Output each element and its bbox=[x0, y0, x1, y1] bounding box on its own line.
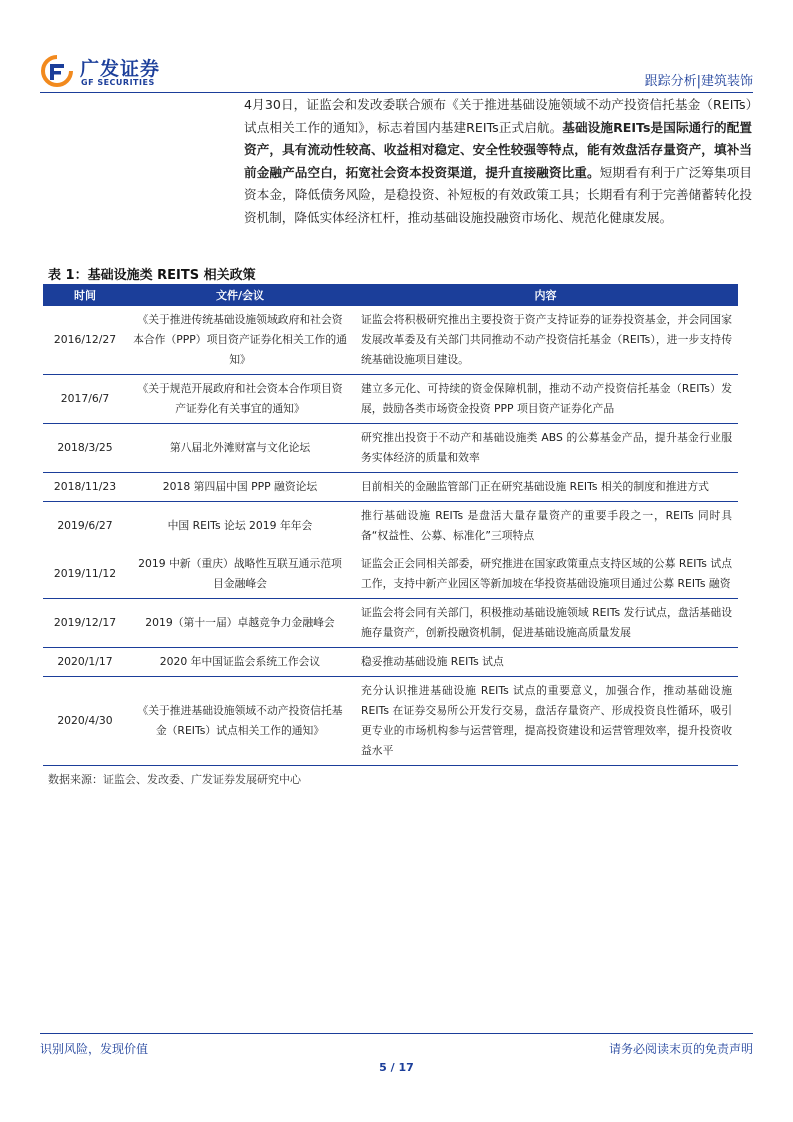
table-row bbox=[43, 424, 738, 473]
row-document: 2020 年中国证监会系统工作会议 bbox=[159, 655, 321, 668]
row-document: 《关于规范开展政府和社会资本合作项目资产证券化有关事宜的通知》 bbox=[137, 382, 343, 415]
row-time: 2020/1/17 bbox=[57, 655, 113, 668]
table-title: 表 1：基础设施类 REITS 相关政策 bbox=[48, 268, 256, 283]
header-document: 文件/会议 bbox=[127, 284, 353, 306]
row-time: 2020/4/30 bbox=[57, 714, 113, 727]
intro-sentence-2: 基础设施REITs是国际通行的配置资产，具有流动性较高、收益相对稳定、安全性较强等特点，能有效盘活存量资产，填补当前金融产品空白，拓宽社会资本投资渠道，提升直接融资比重。 bbox=[244, 119, 752, 180]
row-time: 2019/12/17 bbox=[53, 616, 117, 629]
table-row bbox=[43, 599, 738, 648]
footer-disclaimer-link[interactable]: 请务必阅读末页的免责声明 bbox=[608, 1042, 753, 1056]
table-header-row bbox=[43, 284, 738, 306]
row-time: 2017/6/7 bbox=[60, 392, 110, 405]
row-document: 中国 REITs 论坛 2019 年年会 bbox=[167, 519, 313, 532]
page-number: 5 / 17 bbox=[379, 1061, 414, 1074]
row-content: 稳妥推动基础设施 REITs 试点 bbox=[361, 655, 504, 668]
row-time: 2019/6/27 bbox=[57, 519, 113, 532]
policy-table bbox=[43, 284, 738, 766]
row-document: 2018 第四届中国 PPP 融资论坛 bbox=[162, 480, 318, 493]
row-document: 第八届北外滩财富与文化论坛 bbox=[169, 441, 311, 454]
row-content: 推行基础设施 REITs 是盘活大量存量资产的重要手段之一，REITs 同时具备“权益性、公募、标准化”三项特点 bbox=[361, 509, 732, 542]
row-content: 证监会将积极研究推出主要投资于资产支持证券的证券投资基金，并会同国家发展改革委及有关部门共同推动不动产投资信托基金（REITs），进一步支持传统基础设施项目建设。 bbox=[361, 313, 732, 366]
row-content: 研究推出投资于不动产和基础设施类 ABS 的公募基金产品，提升基金行业服务实体经济的质量和效率 bbox=[361, 431, 732, 464]
header-divider bbox=[40, 92, 753, 93]
table-row bbox=[43, 648, 738, 677]
row-content: 目前相关的金融监管部门正在研究基础设施 REITs 相关的制度和推进方式 bbox=[361, 480, 709, 493]
gf-logo-icon bbox=[40, 54, 74, 88]
report-section: 跟踪分析|建筑装饰 bbox=[644, 74, 753, 89]
row-document: 2019 中新（重庆）战略性互联互通示范项目金融峰会 bbox=[138, 557, 342, 590]
brand-logo bbox=[40, 52, 180, 92]
header-content: 内容 bbox=[353, 284, 738, 306]
data-source-note: 数据来源：证监会、发改委、广发证券发展研究中心 bbox=[48, 773, 301, 786]
table-row bbox=[43, 677, 738, 766]
row-document: 《关于推进基础设施领域不动产投资信托基金（REITs）试点相关工作的通知》 bbox=[137, 704, 343, 737]
row-time: 2018/11/23 bbox=[53, 480, 117, 493]
row-content: 证监会正会同相关部委，研究推进在国家政策重点支持区域的公募 REITs 试点工作，支持中新产业园区等新加坡在华投资基础设施项目通过公募 REITs 融资 bbox=[361, 557, 732, 590]
brand-name-en: GF SECURITIES bbox=[81, 78, 155, 87]
row-content: 充分认识推进基础设施 REITs 试点的重要意义，加强合作，推动基础设施 REITs 在证券交易所公开发行交易，盘活存量资产、形成投资良性循环，吸引更专业的市场机构参与运营管理，提高投资建设和运营管理效率，提升投资收益水平 bbox=[361, 684, 732, 757]
row-time: 2019/11/12 bbox=[53, 567, 117, 580]
footer-divider bbox=[40, 1033, 753, 1034]
row-content: 建立多元化、可持续的资金保障机制，推动不动产投资信托基金（REITs）发展，鼓励各类市场资金投资 PPP 项目资产证券化产品 bbox=[361, 382, 732, 415]
row-time: 2016/12/27 bbox=[53, 333, 117, 346]
row-document: 《关于推进传统基础设施领域政府和社会资本合作（PPP）项目资产证券化相关工作的通知》 bbox=[133, 313, 347, 366]
table-row bbox=[43, 502, 738, 551]
header-time: 时间 bbox=[43, 284, 127, 306]
brand-name-cn: 广发证券 bbox=[80, 58, 161, 80]
table-row bbox=[43, 306, 738, 375]
row-document: 2019（第十一届）卓越竞争力金融峰会 bbox=[145, 616, 335, 629]
intro-sentence-1: 4月30日，证监会和发改委联合颁布《关于推进基础设施领域不动产投资信托基金（REITs）试点相关工作的通知》，标志着国内基建REITs正式启航。 bbox=[244, 97, 752, 135]
table-row bbox=[43, 550, 738, 599]
table-row bbox=[43, 375, 738, 424]
intro-paragraph bbox=[244, 94, 752, 230]
intro-sentence-3: 短期看有利于广泛筹集项目资本金，降低债务风险，是稳投资、补短板的有效政策工具；长期看有利于完善储蓄转化投资机制，降低实体经济杠杆，推动基础设施投融资市场化、规范化健康发展。 bbox=[244, 164, 753, 225]
row-time: 2018/3/25 bbox=[57, 441, 113, 454]
footer-slogan: 识别风险，发现价值 bbox=[40, 1042, 149, 1056]
page-header bbox=[40, 52, 753, 92]
row-content: 证监会将会同有关部门，积极推动基础设施领域 REITs 发行试点，盘活基础设施存量资产，创新投融资机制，促进基础设施高质量发展 bbox=[361, 606, 732, 639]
table-row bbox=[43, 473, 738, 502]
